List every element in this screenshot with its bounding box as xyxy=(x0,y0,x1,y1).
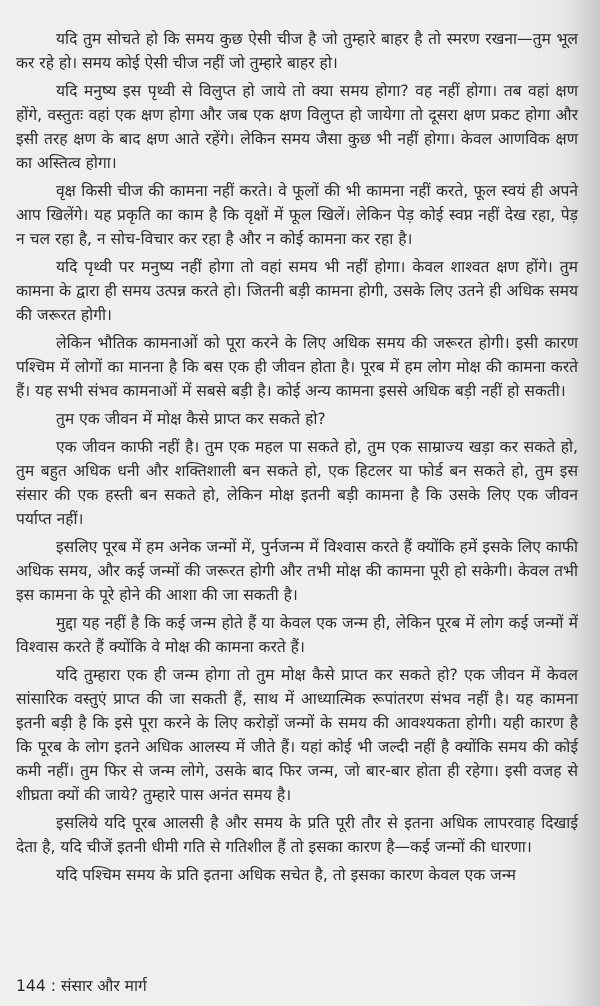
paragraph-12: यदि पश्चिम समय के प्रति इतना अधिक सचेत है, तो इसका कारण केवल एक जन्म xyxy=(56,866,517,884)
paragraph-11: इसलिये यदि पूरब आलसी है और समय के प्रति पूरी तौर से इतना अधिक लापरवाह दिखाई देता है, यदि चीजें इतनी धीमी गति से गतिशील हैं तो इसका कारण है—कई जन्मों की धारणा। xyxy=(16,814,578,856)
paragraph-9: मुद्दा यह नहीं है कि कई जन्म होते हैं या केवल एक जन्म ही, लेकिन पूरब में लोग कई जन्मों में विश्वास करते हैं क्योंकि वे मोक्ष की कामना करते हैं। xyxy=(16,614,578,656)
paragraph-3: वृक्ष किसी चीज की कामना नहीं करते। वे फूलों की भी कामना नहीं करते, फूल स्वयं ही अपने आप खिलेंगे। यह प्रकृति का काम है कि वृक्षों में फूल खिलें। लेकिन पेड़ कोई स्वप्न नहीं देख रहा, पेड़ न चल रहा है, न सोच-विचार कर रहा है और न कोई कामना कर रहा है। xyxy=(16,182,578,248)
paragraph-8: इसलिए पूरब में हम अनेक जन्मों में, पुर्नजन्म में विश्वास करते हैं क्योंकि हमें इसके लिए काफी अधिक समय, और कई जन्मों की जरूरत होगी और तभी मोक्ष की कामना पूरी हो सकेगी। केवल तभी इस कामना के पूरे होने की आशा की जा सकती है। xyxy=(16,538,578,604)
paragraph-1: यदि तुम सोचते हो कि समय कुछ ऐसी चीज है जो तुम्हारे बाहर है तो स्मरण रखना—तुम भूल कर रहे हो। समय कोई ऐसी चीज नहीं जो तुम्हारे बाहर हो। xyxy=(16,30,578,72)
paragraph-4: यदि पृथ्वी पर मनुष्य नहीं होगा तो वहां समय भी नहीं होगा। केवल शाश्वत क्षण होंगे। तुम कामना के द्वारा ही समय उत्पन्न करते हो। जितनी बड़ी कामना होगी, उसके लिए उतने ही अधिक समय की जरूरत होगी। xyxy=(16,258,578,324)
page-footer: 144 : संसार और मार्ग xyxy=(16,977,147,995)
paragraph-6: तुम एक जीवन में मोक्ष कैसे प्राप्त कर सकते हो? xyxy=(56,410,326,428)
paragraph-2: यदि मनुष्य इस पृथ्वी से विलुप्त हो जाये तो क्या समय होगा? वह नहीं होगा। तब वहां क्षण होंगे, वस्तुतः वहां एक क्षण होगा और जब एक क्षण विलुप्त हो जायेगा तो दूसरा क्षण प्रकट होगा और इसी तरह क्षण के बाद क्षण आते रहेंगे। लेकिन समय जैसा कुछ भी नहीं होगा। केवल आणविक क्षण का अस्तित्व होगा। xyxy=(16,82,578,172)
paragraph-10: यदि तुम्हारा एक ही जन्म होगा तो तुम मोक्ष कैसे प्राप्त कर सकते हो? एक जीवन में केवल सांसारिक वस्तुएं प्राप्त की जा सकती हैं, साथ में आध्यात्मिक रूपांतरण संभव नहीं है। यह कामना इतनी बड़ी है कि इसे पूरा करने के लिए करोड़ों जन्मों के समय की आवश्यकता होगी। यही कारण है कि पूरब के लोग इतने अधिक आलस्य में जीते हैं। यहां कोई भी जल्दी नहीं है क्योंकि समय की कोई कमी नहीं। तुम फिर से जन्म लोगे, उसके बाद फिर जन्म, जो बार-बार होता ही रहेगा। इसी वजह से शीघ्रता क्यों की जाये? तुम्हारे पास अनंत समय है। xyxy=(16,666,578,804)
book-page-body xyxy=(16,27,578,891)
paragraph-5: लेकिन भौतिक कामनाओं को पूरा करने के लिए अधिक समय की जरूरत होगी। इसी कारण पश्चिम में लोगों का मानना है कि बस एक ही जीवन होता है। पूरब में हम लोग मोक्ष की कामना करते हैं। यह सभी संभव कामनाओं में सबसे बड़ी है। कोई अन्य कामना इससे अधिक बड़ी नहीं हो सकती। xyxy=(16,334,578,400)
paragraph-7: एक जीवन काफी नहीं है। तुम एक महल पा सकते हो, तुम एक साम्राज्य खड़ा कर सकते हो, तुम बहुत अधिक धनी और शक्तिशाली बन सकते हो, एक हिटलर या फोर्ड बन सकते हो, तुम इस संसार की एक हस्ती बन सकते हो, लेकिन मोक्ष इतनी बड़ी कामना है कि उसके लिए एक जीवन पर्याप्त नहीं। xyxy=(16,438,578,528)
